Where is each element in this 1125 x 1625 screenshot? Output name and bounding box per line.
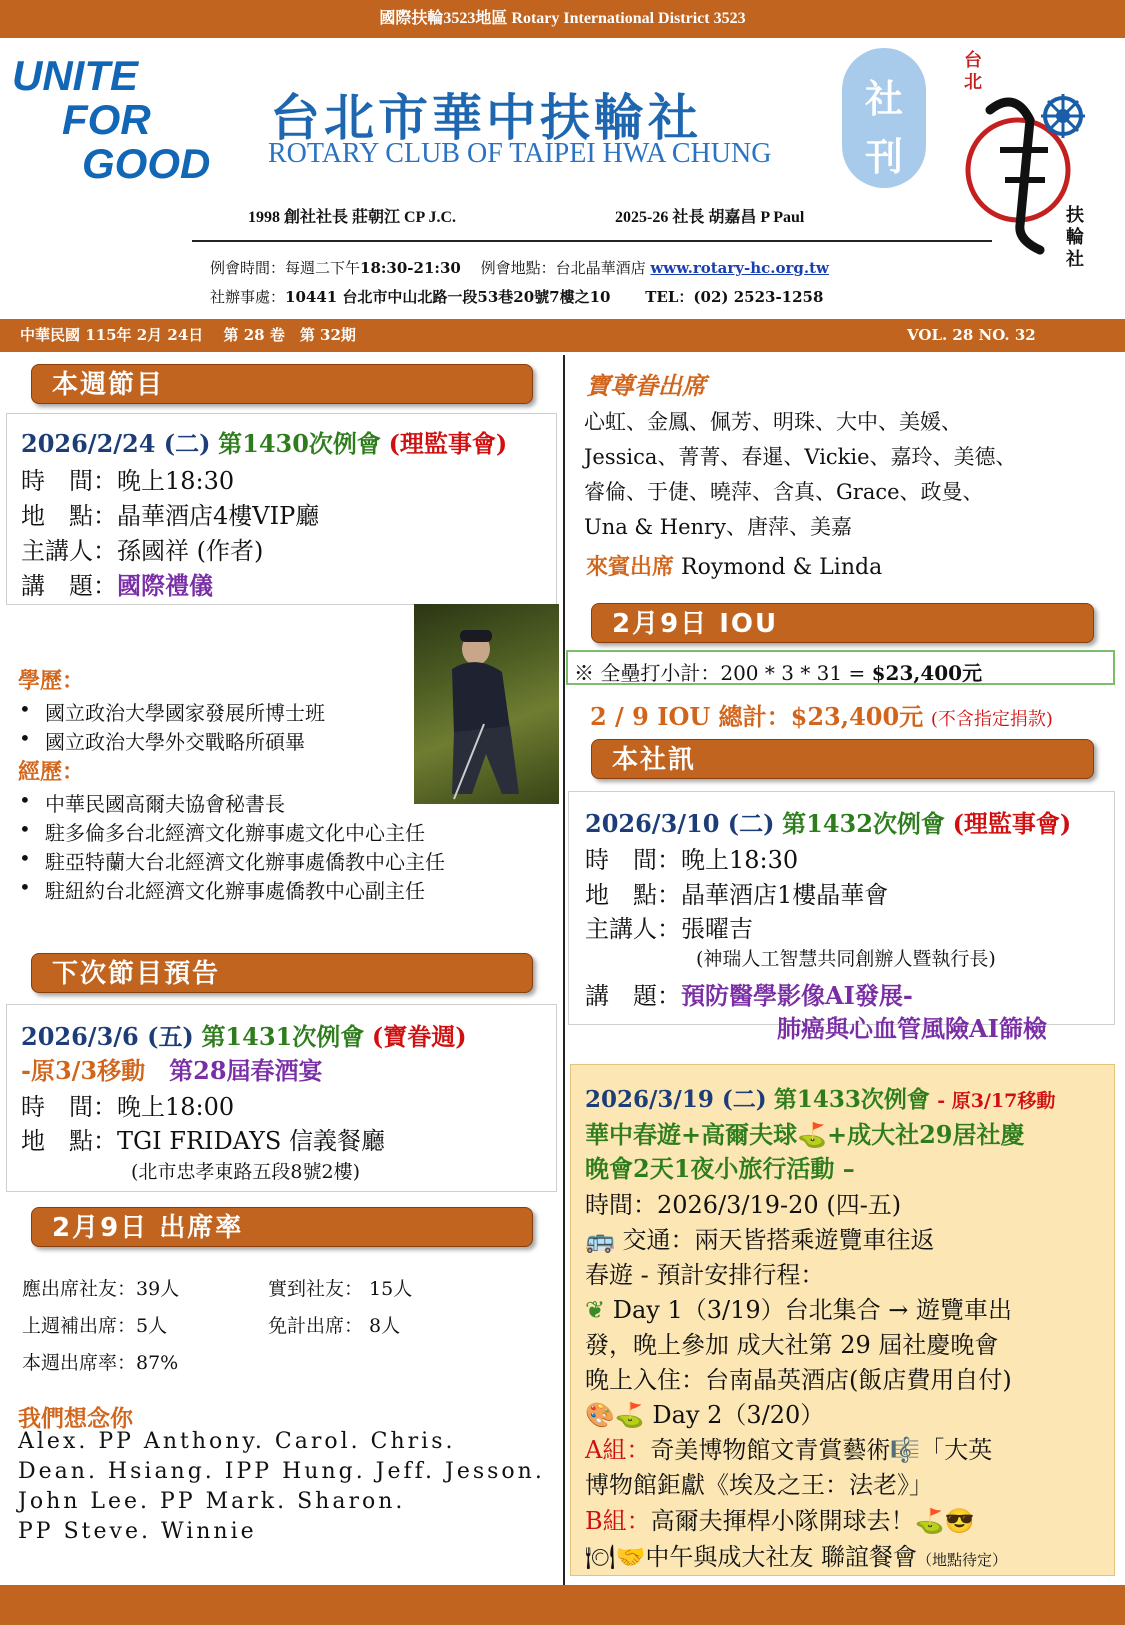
news-place: 地 點：晶華酒店1樓晶華會 [585,881,889,909]
volume-number: VOL. 28 NO. 32 [907,326,1036,344]
this-week-place: 地 點：晶華酒店4樓VIP廳 [21,502,320,530]
issue-date: 中華民國 115年 2月 24日 第 28 卷 第 32期 [20,326,356,344]
header-divider [192,240,992,242]
spouses-names: 心虹、金鳳、佩芳、明珠、大中、美媛、 [584,410,962,434]
club-news-header: 本社訊 [591,739,1094,779]
spouses-names: Jessica、菁菁、春暹、Vickie、嘉玲、美德、 [584,445,1017,469]
logo-line: UNITE [12,52,138,99]
iou-total: 2 / 9 IOU 總計：$23,400元 (不含指定捐款) [590,702,1053,731]
experience-item: • 駐紐約台北經濟文化辦事處僑教中心副主任 [45,875,425,904]
handshake-icon: 🤝 [615,1543,646,1571]
spouses-names: Una & Henry、唐萍、美嘉 [584,515,852,539]
miss-you-names: Dean. Hsiang. IPP Hung. Jeff. Jesson. [18,1459,545,1484]
next-address: (北市忠孝東路五段8號2樓) [131,1161,361,1183]
meeting-info: 例會時間：每週二下午18:30-21:30 例會地點：台北晶華酒店 www.rotary-hc.org.tw [210,259,829,277]
founder-text: 1998 創社社長 莊朝江 CP J.C. [248,209,457,226]
trip-plan: 春遊 - 預計安排行程： [585,1261,825,1289]
palette-icon: 🎨 [585,1401,615,1429]
experience-item: • 中華民國高爾夫協會秘書長 [45,788,285,817]
club-title-zh: 台北市華中扶輪社 [270,89,702,147]
next-place: 地 點：TGI FRIDAYS 信義餐廳 [21,1127,386,1155]
logo-line: GOOD [82,140,211,187]
miss-you-names: PP Steve. Winnie [18,1519,257,1544]
trip-time: 時間：2026/3/19-20 (四-五) [585,1191,902,1219]
miss-you-title: 我們想念你 [18,1405,133,1432]
news-speaker-title: (神瑞人工智慧共同創辦人暨執行長) [696,948,996,970]
plate-icon: 🍽 [585,1543,616,1571]
golf-icon: ⛳ [614,1401,645,1429]
office-info: 社辦事處：10441 台北市中山北路一段53巷20號7樓之10 TEL：(02) 2523-1258 [210,288,824,306]
district-banner: 國際扶輪3523地區 Rotary International District 3523 [0,0,1125,38]
this-week-header: 本週節目 [31,364,533,404]
spring-trip-box: 2026/3/19 (二) 第1433次例會 - 原3/17移動 華中春遊+高爾夫球⛳+成大社29居社慶 晚會2天1夜小旅行活動 – 時間：2026/3/19-20 (四-五) 🚌 交通：兩天皆搭乘遊覽車往返 春遊 - 預計安排行程： ❦ Day 1（3/19）台北集合 → 遊覽車出 發，晚上參加 成大社第 29 屆社慶晚會 晚上入住：台南晶英酒店(飯店費用自付) 🎨⛳ Day 2（3/20） A組：奇美博物館文青賞藝術🎼「大英 博物館鉅獻《埃及之王：法老》」 B組：高爾夫揮桿小隊開球去！⛳😎 🍽🤝中午與成大社友 聯誼餐會（地點待定） [570,1064,1115,1576]
president-text: 2025-26 社長 胡嘉昌 P Paul [615,209,805,226]
issue-date-bar [0,319,1125,352]
column-divider [563,355,565,1585]
this-week-box: 2026/2/24 (二) 第1430次例會 (理監事會) 時 間：晚上18:30 地 點：晶華酒店4樓VIP廳 主講人：孫國祥 (作者) 講 題：國際禮儀 [6,413,557,605]
footer-bar [0,1585,1125,1625]
attendance-exempt: 免計出席： 8人 [268,1315,401,1337]
education-item: • 國立政治大學外交戰略所碩畢 [45,726,305,755]
attendance-header: 2月9日 出席率 [31,1207,533,1247]
next-time: 時 間：晚上18:00 [21,1093,235,1121]
speaker-golf-photo [414,604,559,804]
experience-item: • 駐多倫多台北經濟文化辦事處文化中心主任 [45,817,425,846]
golf-icon: ⛳ [797,1120,827,1149]
unite-for-good-logo [12,54,227,186]
experience-item: • 駐亞特蘭大台北經濟文化辦事處僑教中心主任 [45,846,445,875]
iou-header: 2月9日 IOU [591,603,1094,643]
education-label: 學歷： [18,668,85,694]
attendance-expected: 應出席社友：39人 [22,1278,180,1300]
miss-you-names: John Lee. PP Mark. Sharon. [18,1489,406,1514]
news-topic-2: 肺癌與心血管風險AI篩檢 [777,1014,1047,1043]
website-link[interactable]: www.rotary-hc.org.tw [650,259,829,277]
this-week-time: 時 間：晚上18:30 [21,467,235,495]
golf-icon: ⛳ [914,1507,945,1535]
guests-line: 來賓出席 Roymond & Linda [586,554,883,580]
this-week-speaker: 主講人：孫國祥 (作者) [21,537,264,565]
this-week-topic: 國際禮儀 [117,571,213,600]
news-time: 時 間：晚上18:30 [585,846,799,874]
news-speaker: 主講人：張曜吉 [585,915,753,943]
bus-icon: 🚌 [585,1226,615,1254]
education-item: • 國立政治大學國家發展所博士班 [45,697,325,726]
iou-subtotal-box: ※ 全壘打小計：200 * 3 * 31 = $23,400元 [566,650,1115,685]
next-program-header: 下次節目預告 [31,953,533,993]
miss-you-names: Alex. PP Anthony. Carol. Chris. [18,1429,456,1454]
logo-line: FOR [62,96,151,143]
seal-text-right: 扶輪社 [1066,205,1084,270]
spouses-names: 睿倫、于倢、曉萍、含真、Grace、政曼、 [584,480,984,504]
seal-text-left: 台北 [964,50,982,93]
club-news-box: 2026/3/10 (二) 第1432次例會 (理監事會) 時 間：晚上18:30 地 點：晶華酒店1樓晶華會 主講人：張曜吉 (神瑞人工智慧共同創辦人暨執行長) 講 題：預防醫學影像AI發展- 肺癌與心血管風險AI篩檢 [568,791,1115,1025]
club-title-en: ROTARY CLUB OF TAIPEI HWA CHUNG [268,138,772,169]
leaf-icon: ❦ [585,1296,606,1324]
music-icon: 🎼 [890,1436,921,1464]
spouses-title: 寶尊眷出席 [586,371,706,400]
attendance-actual: 實到社友： 15人 [268,1278,413,1300]
attendance-rate: 本週出席率：87% [22,1352,179,1374]
sunglasses-icon: 😎 [944,1507,975,1535]
attendance-makeup: 上週補出席：5人 [22,1315,168,1337]
journal-char: 社 [864,77,903,121]
experience-label: 經歷： [18,759,85,785]
journal-char: 刊 [864,135,903,179]
next-program-box: 2026/3/6 (五) 第1431次例會 (寶眷週) -原3/3移動 第28屆春酒宴 時 間：晚上18:00 地 點：TGI FRIDAYS 信義餐廳 (北市忠孝東路五段8號2樓) [6,1004,557,1192]
